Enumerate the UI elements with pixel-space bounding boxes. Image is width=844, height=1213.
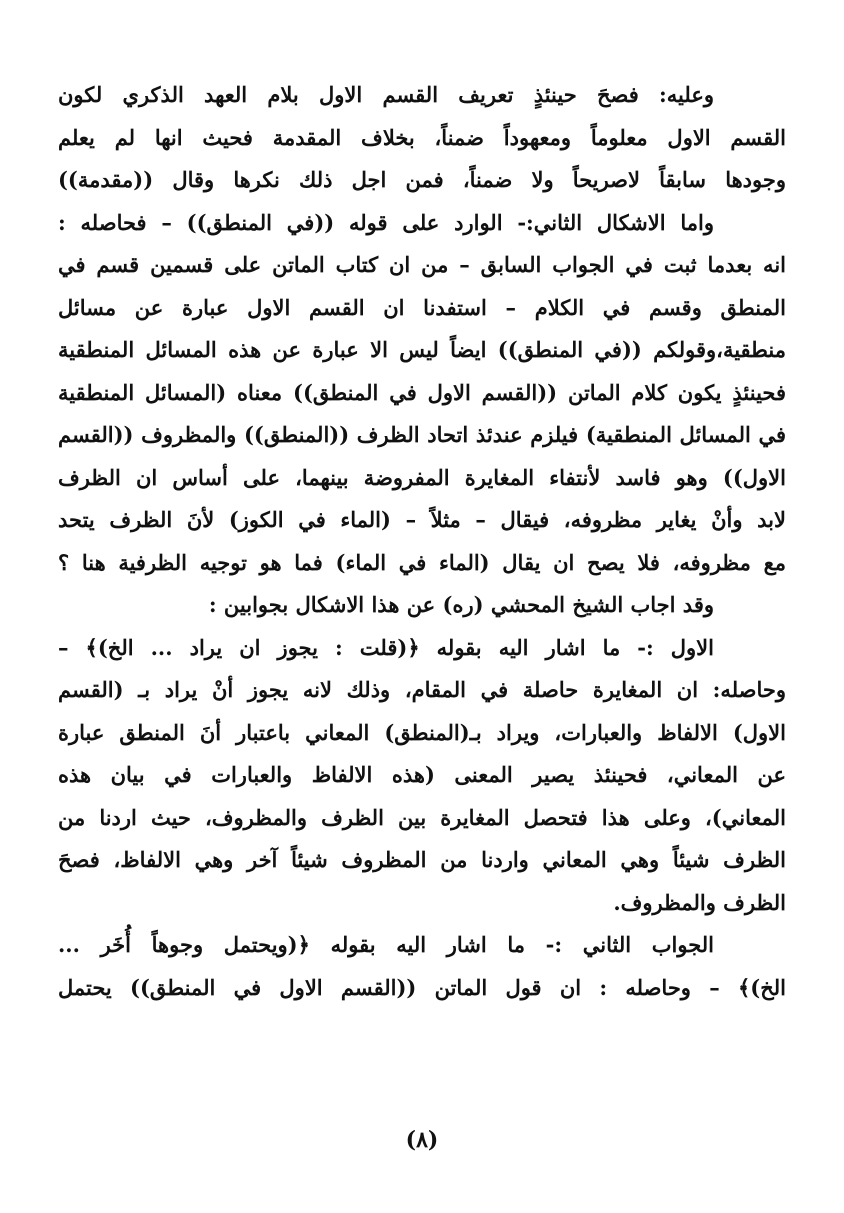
text-line: واما الاشكال الثاني:- الوارد على قوله ((في المنطق)) – فحاصله : bbox=[58, 209, 714, 235]
text-line: عن المعاني، فحينئذ يصير المعنى (هذه الالفاظ والعبارات في بيان هذه bbox=[58, 762, 786, 787]
text-line: الخ)﴾ – وحاصله : ان قول الماتن ((القسم الاول في المنطق)) يحتمل bbox=[58, 974, 786, 1000]
text-line: فحينئذٍ يكون كلام الماتن ((القسم الاول في المنطق)) معناه (المسائل المنطقية bbox=[58, 379, 786, 405]
text-line: الظرف والمظروف. bbox=[613, 889, 786, 915]
text-line: وقد اجاب الشيخ المحشي (ره) عن هذا الاشكال بجوابين : bbox=[208, 592, 714, 617]
text-line: وجودها سابقاً لاصريحاً ولا ضمناً، فمن اجل ذلك نكرها وقال ((مقدمة)) bbox=[58, 167, 786, 192]
text-line: مع مظروفه، فلا يصح ان يقال (الماء في الماء) فما هو توجيه الظرفية هنا ؟ bbox=[58, 549, 786, 575]
text-line: القسم الاول معلوماً ومعهوداً ضمناً، بخلاف المقدمة فحيث انها لم يعلم bbox=[58, 124, 786, 150]
text-line: منطقية،وقولكم ((في المنطق)) ايضاً ليس الا عبارة عن هذه المسائل المنطقية bbox=[58, 337, 786, 362]
text-line: الاول)) وهو فاسد لأنتفاء المغايرة المفروضة بينهما، على أساس ان الظرف bbox=[58, 464, 786, 490]
text-line: انه بعدما ثبت في الجواب السابق – من ان كتاب الماتن على قسمين قسم في bbox=[58, 252, 786, 277]
text-line: لابد وأنْ يغاير مظروفه، فيقال – مثلاً – (الماء في الكوز) لأنَ الظرف يتحد bbox=[58, 507, 786, 532]
text-line: الاول) الالفاظ والعبارات، ويراد بـ(المنطق) المعاني باعتبار أنَ المنطق عبارة bbox=[58, 719, 786, 745]
text-line: وعليه: فصحَ حينئذٍ تعريف القسم الاول بلام العهد الذكري لكون bbox=[58, 82, 714, 107]
text-line: الظرف شيئاً وهي المعاني واردنا من المظروف شيئاً آخر وهي الالفاظ، فصحَ bbox=[58, 847, 786, 872]
text-line: المعاني)، وعلى هذا فتحصل المغايرة بين الظرف والمظروف، حيث اردنا من bbox=[58, 804, 786, 830]
text-line: الاول :- ما اشار اليه بقوله ﴿(قلت : يجوز ان يراد ... الخ)﴾ – bbox=[58, 634, 714, 660]
text-line: المنطق وقسم في الكلام – استفدنا ان القسم الاول عبارة عن مسائل bbox=[58, 294, 786, 320]
text-line: الجواب الثاني :- ما اشار اليه بقوله ﴿(ويحتمل وجوهاً أُخَر ... bbox=[58, 932, 714, 957]
text-line: وحاصله: ان المغايرة حاصلة في المقام، وذلك لانه يجوز أنْ يراد بـ (القسم bbox=[58, 677, 786, 702]
text-line: في المسائل المنطقية) فيلزم عندئذ اتحاد الظرف ((المنطق)) والمظروف ((القسم bbox=[58, 422, 786, 447]
page-number: (٨) bbox=[405, 1127, 439, 1153]
body-text bbox=[58, 74, 786, 1009]
